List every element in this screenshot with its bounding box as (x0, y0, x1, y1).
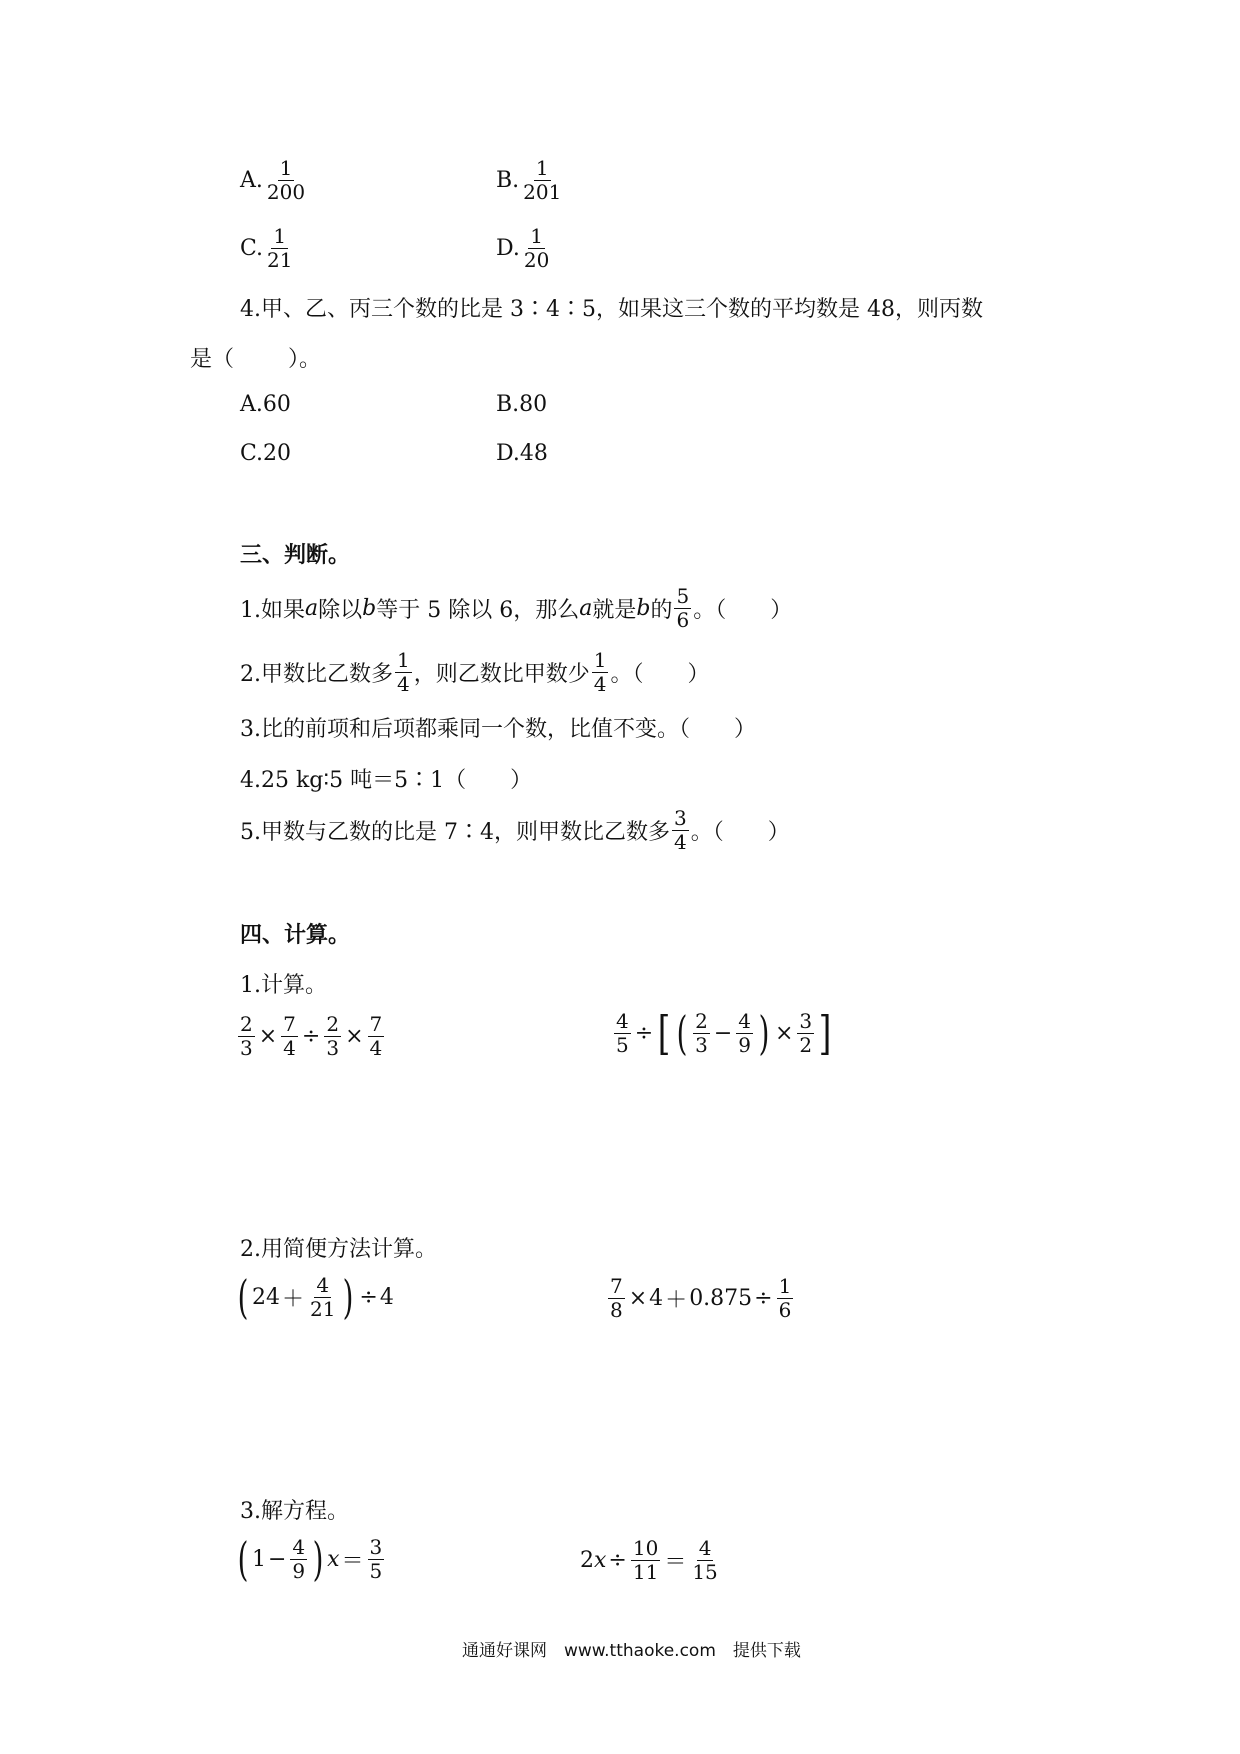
fraction: $\frac{1}{200}$ (266, 156, 306, 204)
fraction: $\frac{2}{3}$ (695, 1008, 708, 1057)
q3-option-b (496, 158, 565, 203)
fraction: $\frac{3}{2}$ (799, 1008, 813, 1057)
fraction: $\frac{3}{5}$ (369, 1534, 383, 1583)
option-label: D. (496, 236, 520, 261)
q3-option-c (240, 226, 297, 271)
fraction: $\frac{5}{6}$ (676, 584, 690, 632)
fraction: $\frac{1}{4}$ (593, 648, 607, 696)
equation-3-2: 2 x ÷ $\frac{10}{11}$ ＝ $\frac{4}{15}$ (580, 1536, 718, 1584)
q4-text-line1: 4.甲、乙、丙三个数的比是 3∶4∶5，如果这三个数的平均数是 48，则丙数 (240, 297, 983, 322)
fraction: $\frac{2}{3}$ (240, 1012, 253, 1060)
judgment-1: 1.如果 a 除以 b 等于 5 除以 6，那么 a 就是 b 的 $\frac{5}{6}$ 。（ ） (240, 584, 793, 632)
sub-title-2: 2.用简便方法计算。 (240, 1237, 437, 1262)
judgment-4: 4.25 kg∶5 吨＝5∶1（ ） (240, 768, 533, 793)
fraction: $\frac{10}{11}$ (632, 1536, 659, 1584)
option-label: B. (496, 168, 520, 193)
option-label: C. (240, 236, 264, 261)
fraction: $\frac{4}{5}$ (616, 1008, 629, 1057)
judgment-3: 3.比的前项和后项都乘同一个数，比值不变。（ ） (240, 717, 756, 742)
fraction: $\frac{7}{8}$ (610, 1274, 623, 1322)
fraction: $\frac{7}{4}$ (369, 1012, 383, 1060)
q3-option-a (240, 158, 309, 203)
judgment-5: 5.甲数与乙数的比是 7∶4，则甲数比乙数多 $\frac{3}{4}$ 。（ ） (240, 806, 790, 854)
fraction: $\frac{1}{201}$ (523, 156, 562, 204)
section-title-calculation: 四、计算。 (240, 922, 351, 948)
fraction: $\frac{4}{9}$ (738, 1008, 751, 1057)
fraction: $\frac{4}{15}$ (692, 1536, 718, 1584)
fraction: $\frac{1}{20}$ (523, 224, 550, 272)
expression-2-1: ( 24 ＋ $\frac{4}{21}$ ) ÷ 4 (237, 1270, 394, 1324)
page-footer: 通通好课网 www.tthaoke.com 提供下载 (462, 1641, 801, 1661)
q4-option-a: A.60 (240, 392, 291, 417)
fraction: $\frac{1}{21}$ (267, 224, 293, 272)
q4-option-b: B.80 (496, 392, 548, 417)
fraction: $\frac{7}{4}$ (283, 1012, 296, 1060)
equation-3-1: ( 1 − $\frac{4}{9}$ ) x ＝ $\frac{3}{5}$ (237, 1532, 383, 1586)
fraction: $\frac{1}{4}$ (397, 648, 410, 696)
expression-1-1: $\frac{2}{3}$ × $\frac{7}{4}$ ÷ $\frac{2}{3}$ × $\frac{7}{4}$ (240, 1012, 383, 1060)
fraction: $\frac{4}{9}$ (292, 1534, 306, 1583)
fraction: $\frac{2}{3}$ (326, 1012, 340, 1060)
fraction: $\frac{4}{21}$ (309, 1272, 336, 1321)
section-title-judgment: 三、判断。 (240, 542, 351, 568)
judgment-2: 2.甲数比乙数多 $\frac{1}{4}$ ，则乙数比甲数少 $\frac{1}{4}$ 。（ ） (240, 648, 710, 696)
fraction: $\frac{3}{4}$ (673, 806, 687, 854)
q4-option-c: C.20 (240, 441, 292, 466)
sub-title-1: 1.计算。 (240, 973, 327, 998)
expression-2-2: $\frac{7}{8}$ × 4 ＋ 0.875 ÷ $\frac{1}{6}$ (610, 1274, 792, 1322)
q4-option-d: D.48 (496, 441, 548, 466)
option-label: A. (240, 168, 263, 193)
expression-1-2: $\frac{4}{5}$ ÷ [ ( $\frac{2}{3}$ − $\frac{4}{9}$ ) × $\frac{3}{2}$ ] (616, 1006, 832, 1060)
fraction: $\frac{1}{6}$ (778, 1274, 792, 1322)
q4-text-line2: 是（ ）。 (190, 347, 322, 372)
sub-title-3: 3.解方程。 (240, 1499, 349, 1524)
q3-option-d (496, 226, 553, 271)
